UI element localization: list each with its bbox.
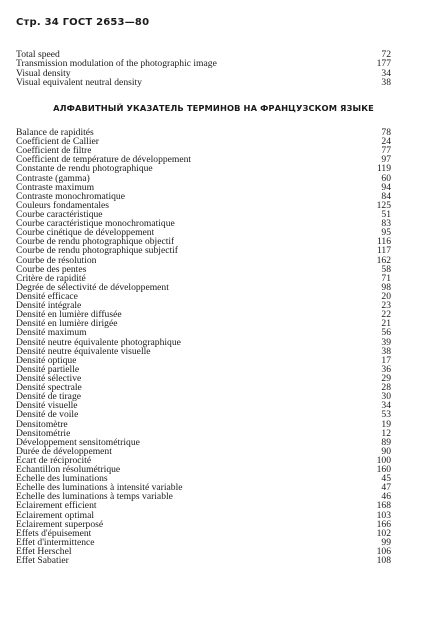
term-text: Eclairement optimal (16, 510, 95, 520)
page-number: 47 (381, 482, 391, 494)
page-number: 106 (376, 546, 391, 558)
index-entry (16, 538, 391, 547)
page-number: 22 (381, 309, 391, 321)
page-number: 97 (381, 154, 391, 166)
index-entry (16, 292, 391, 301)
index-entry (16, 246, 391, 255)
index-entry (16, 356, 391, 365)
index-entry (16, 283, 391, 292)
term-text: Densité neutre équivalente photographique (16, 337, 181, 347)
page-number: 102 (376, 527, 391, 539)
term-text: Degrée de sélectivité de développement (16, 282, 169, 292)
page-number: 29 (381, 372, 391, 384)
term-text: Densité optique (16, 355, 77, 365)
page-number: 117 (376, 245, 391, 257)
term-text: Ecart de réciprocité (16, 455, 92, 466)
page-number: 12 (381, 427, 391, 439)
page-number: 20 (381, 290, 391, 302)
page-number: 19 (381, 418, 391, 430)
index-entry (16, 128, 391, 137)
term-text: Densité en lumière dirigée (16, 319, 118, 329)
index-entry (16, 511, 391, 520)
term-text: Développement sensitométrique (16, 437, 140, 447)
page-number: 53 (381, 409, 391, 421)
page-number: 28 (381, 382, 391, 394)
index-entry (16, 78, 391, 87)
index-entry (16, 155, 391, 164)
page-number: 24 (381, 136, 391, 148)
page-number: 119 (376, 163, 391, 175)
term-text: Visual equivalent neutral density (16, 78, 142, 88)
page-number: 103 (376, 509, 391, 521)
term-text: Total speed (16, 50, 60, 60)
term-text: Courbe de rendu photographique subjectif (16, 246, 178, 256)
term-text: Courbe de résolution (16, 255, 97, 265)
page-header: Стр. 34 ГОСТ 2653—80 (16, 17, 150, 28)
index-entry (16, 520, 391, 529)
term-text: Echelle des luminations à temps variable (16, 492, 173, 502)
page-number: 166 (376, 518, 391, 530)
index-entry (16, 219, 391, 228)
term-text: Echantillon résolumétrique (16, 465, 121, 475)
index-entry (16, 465, 391, 474)
index-entry (16, 401, 391, 410)
page-number: 89 (381, 436, 391, 448)
page-number: 17 (381, 354, 391, 366)
term-text: Balance de rapidités (16, 128, 94, 138)
page-number: 100 (376, 454, 391, 466)
term-text: Courbe caractéristique monochromatique (16, 219, 175, 229)
term-text: Transmission modulation of the photographic image (16, 59, 217, 69)
page-number: 99 (381, 536, 391, 548)
term-text: Constante de rendu photographique (16, 164, 153, 174)
index-entry (16, 183, 391, 192)
page-number: 95 (381, 227, 391, 239)
page-number: 90 (381, 445, 391, 457)
term-text: Echelle des luminations à intensité variable (16, 483, 183, 493)
term-text: Visual density (16, 68, 71, 79)
page-number: 160 (376, 464, 391, 476)
term-text: Courbe des pentes (16, 264, 87, 274)
page-number: 83 (381, 218, 391, 230)
page-number: 51 (381, 208, 391, 220)
page-number: 116 (376, 236, 391, 248)
index-entry (16, 265, 391, 274)
page-number: 77 (381, 145, 391, 157)
term-text: Densité de voile (16, 410, 79, 420)
index-entry (16, 547, 391, 556)
index-entry (16, 420, 391, 429)
page-number: 46 (381, 491, 391, 503)
term-text: Densité en lumière diffusée (16, 310, 122, 320)
index-entry (16, 392, 391, 401)
page-number: 71 (381, 272, 391, 284)
page-number: 21 (381, 318, 391, 330)
term-text: Densité spectrale (16, 383, 82, 393)
term-text: Contraste monochromatique (16, 191, 125, 201)
term-text: Coefficient de température de développement (16, 155, 192, 165)
index-entry (16, 237, 391, 246)
page-number: 60 (381, 172, 391, 184)
term-text: Courbe de rendu photographique objectif (16, 237, 175, 247)
term-text: Eclairement superposé (16, 519, 104, 529)
term-text: Couleurs fondamentales (16, 200, 109, 210)
term-text: Courbe cinétique de développement (16, 228, 155, 238)
page-number: 38 (381, 345, 391, 357)
term-text: Densité intégrale (16, 301, 82, 311)
page-number: 72 (381, 49, 391, 60)
term-text: Echelle des luminations (16, 474, 108, 484)
index-entry (16, 529, 391, 538)
index-entry (16, 429, 391, 438)
index-entry (16, 374, 391, 383)
term-text: Coefficient de Callier (16, 137, 99, 147)
term-text: Effet d'intermittence (16, 537, 95, 548)
page-number: 36 (381, 363, 391, 375)
page-number: 39 (381, 336, 391, 348)
index-entry (16, 456, 391, 465)
page-number: 58 (381, 263, 391, 275)
page-number: 45 (381, 473, 391, 485)
page-number: 98 (381, 281, 391, 293)
index-entry (16, 383, 391, 392)
term-text: Densité maximum (16, 328, 87, 338)
page-number: 108 (376, 555, 391, 567)
index-entry (16, 164, 391, 173)
index-entry (16, 69, 391, 78)
index-entry (16, 310, 391, 319)
index-entry (16, 301, 391, 310)
term-text: Densité partielle (16, 364, 80, 374)
index-entry (16, 556, 391, 565)
index-entry (16, 146, 391, 155)
page-number: 34 (381, 400, 391, 412)
index-entry (16, 328, 391, 337)
index-entry (16, 483, 391, 492)
term-text: Densité neutre équivalente visuelle (16, 346, 151, 356)
term-text: Critère de rapidité (16, 273, 86, 283)
term-text: Coefficient de filtre (16, 146, 92, 156)
page-number: 94 (381, 181, 391, 193)
section-heading: АЛФАВИТНЫЙ УКАЗАТЕЛЬ ТЕРМИНОВ НА ФРАНЦУЗСКОМ ЯЗЫКЕ (53, 103, 374, 113)
term-text: Densité visuelle (16, 401, 78, 411)
index-entry (16, 338, 391, 347)
term-text: Effet Herschel (16, 547, 72, 557)
index-entry (16, 410, 391, 419)
page-number: 38 (381, 77, 391, 89)
french-terms-index (16, 128, 391, 565)
page-number: 177 (376, 58, 391, 70)
term-text: Contraste maximum (16, 182, 95, 192)
term-text: Densitométrie (16, 428, 71, 438)
term-text: Effets d'épuisement (16, 528, 92, 538)
index-entry (16, 174, 391, 183)
term-text: Courbe caractéristique (16, 209, 103, 220)
term-text: Eclairement efficient (16, 501, 97, 511)
index-entry (16, 137, 391, 146)
page-number: 23 (381, 300, 391, 312)
term-text: Densitomètre (16, 419, 68, 429)
index-entry (16, 501, 391, 510)
term-text: Durée de développement (16, 446, 112, 456)
page-number: 84 (381, 190, 391, 202)
index-entry (16, 274, 391, 283)
index-entry (16, 319, 391, 328)
index-entry (16, 256, 391, 265)
index-entry (16, 50, 391, 59)
index-entry (16, 365, 391, 374)
term-text: Densité sélective (16, 373, 82, 384)
page-number: 34 (381, 67, 391, 79)
page-number: 30 (381, 391, 391, 403)
term-text: Contraste (gamma) (16, 173, 90, 183)
index-entry (16, 201, 391, 210)
index-entry (16, 210, 391, 219)
index-entry (16, 59, 391, 68)
term-text: Densité efficace (16, 291, 78, 302)
index-entry (16, 228, 391, 237)
index-entry (16, 474, 391, 483)
term-text: Effet Sabatier (16, 556, 69, 566)
page-number: 125 (376, 199, 391, 211)
index-entry (16, 447, 391, 456)
page-number: 56 (381, 327, 391, 339)
page-number: 168 (376, 500, 391, 512)
index-entry (16, 492, 391, 501)
page-number: 78 (381, 127, 391, 138)
term-text: Densité de tirage (16, 392, 81, 402)
english-terms-list (16, 50, 391, 88)
index-entry (16, 192, 391, 201)
index-entry (16, 438, 391, 447)
page-number: 162 (376, 254, 391, 266)
index-entry (16, 347, 391, 356)
